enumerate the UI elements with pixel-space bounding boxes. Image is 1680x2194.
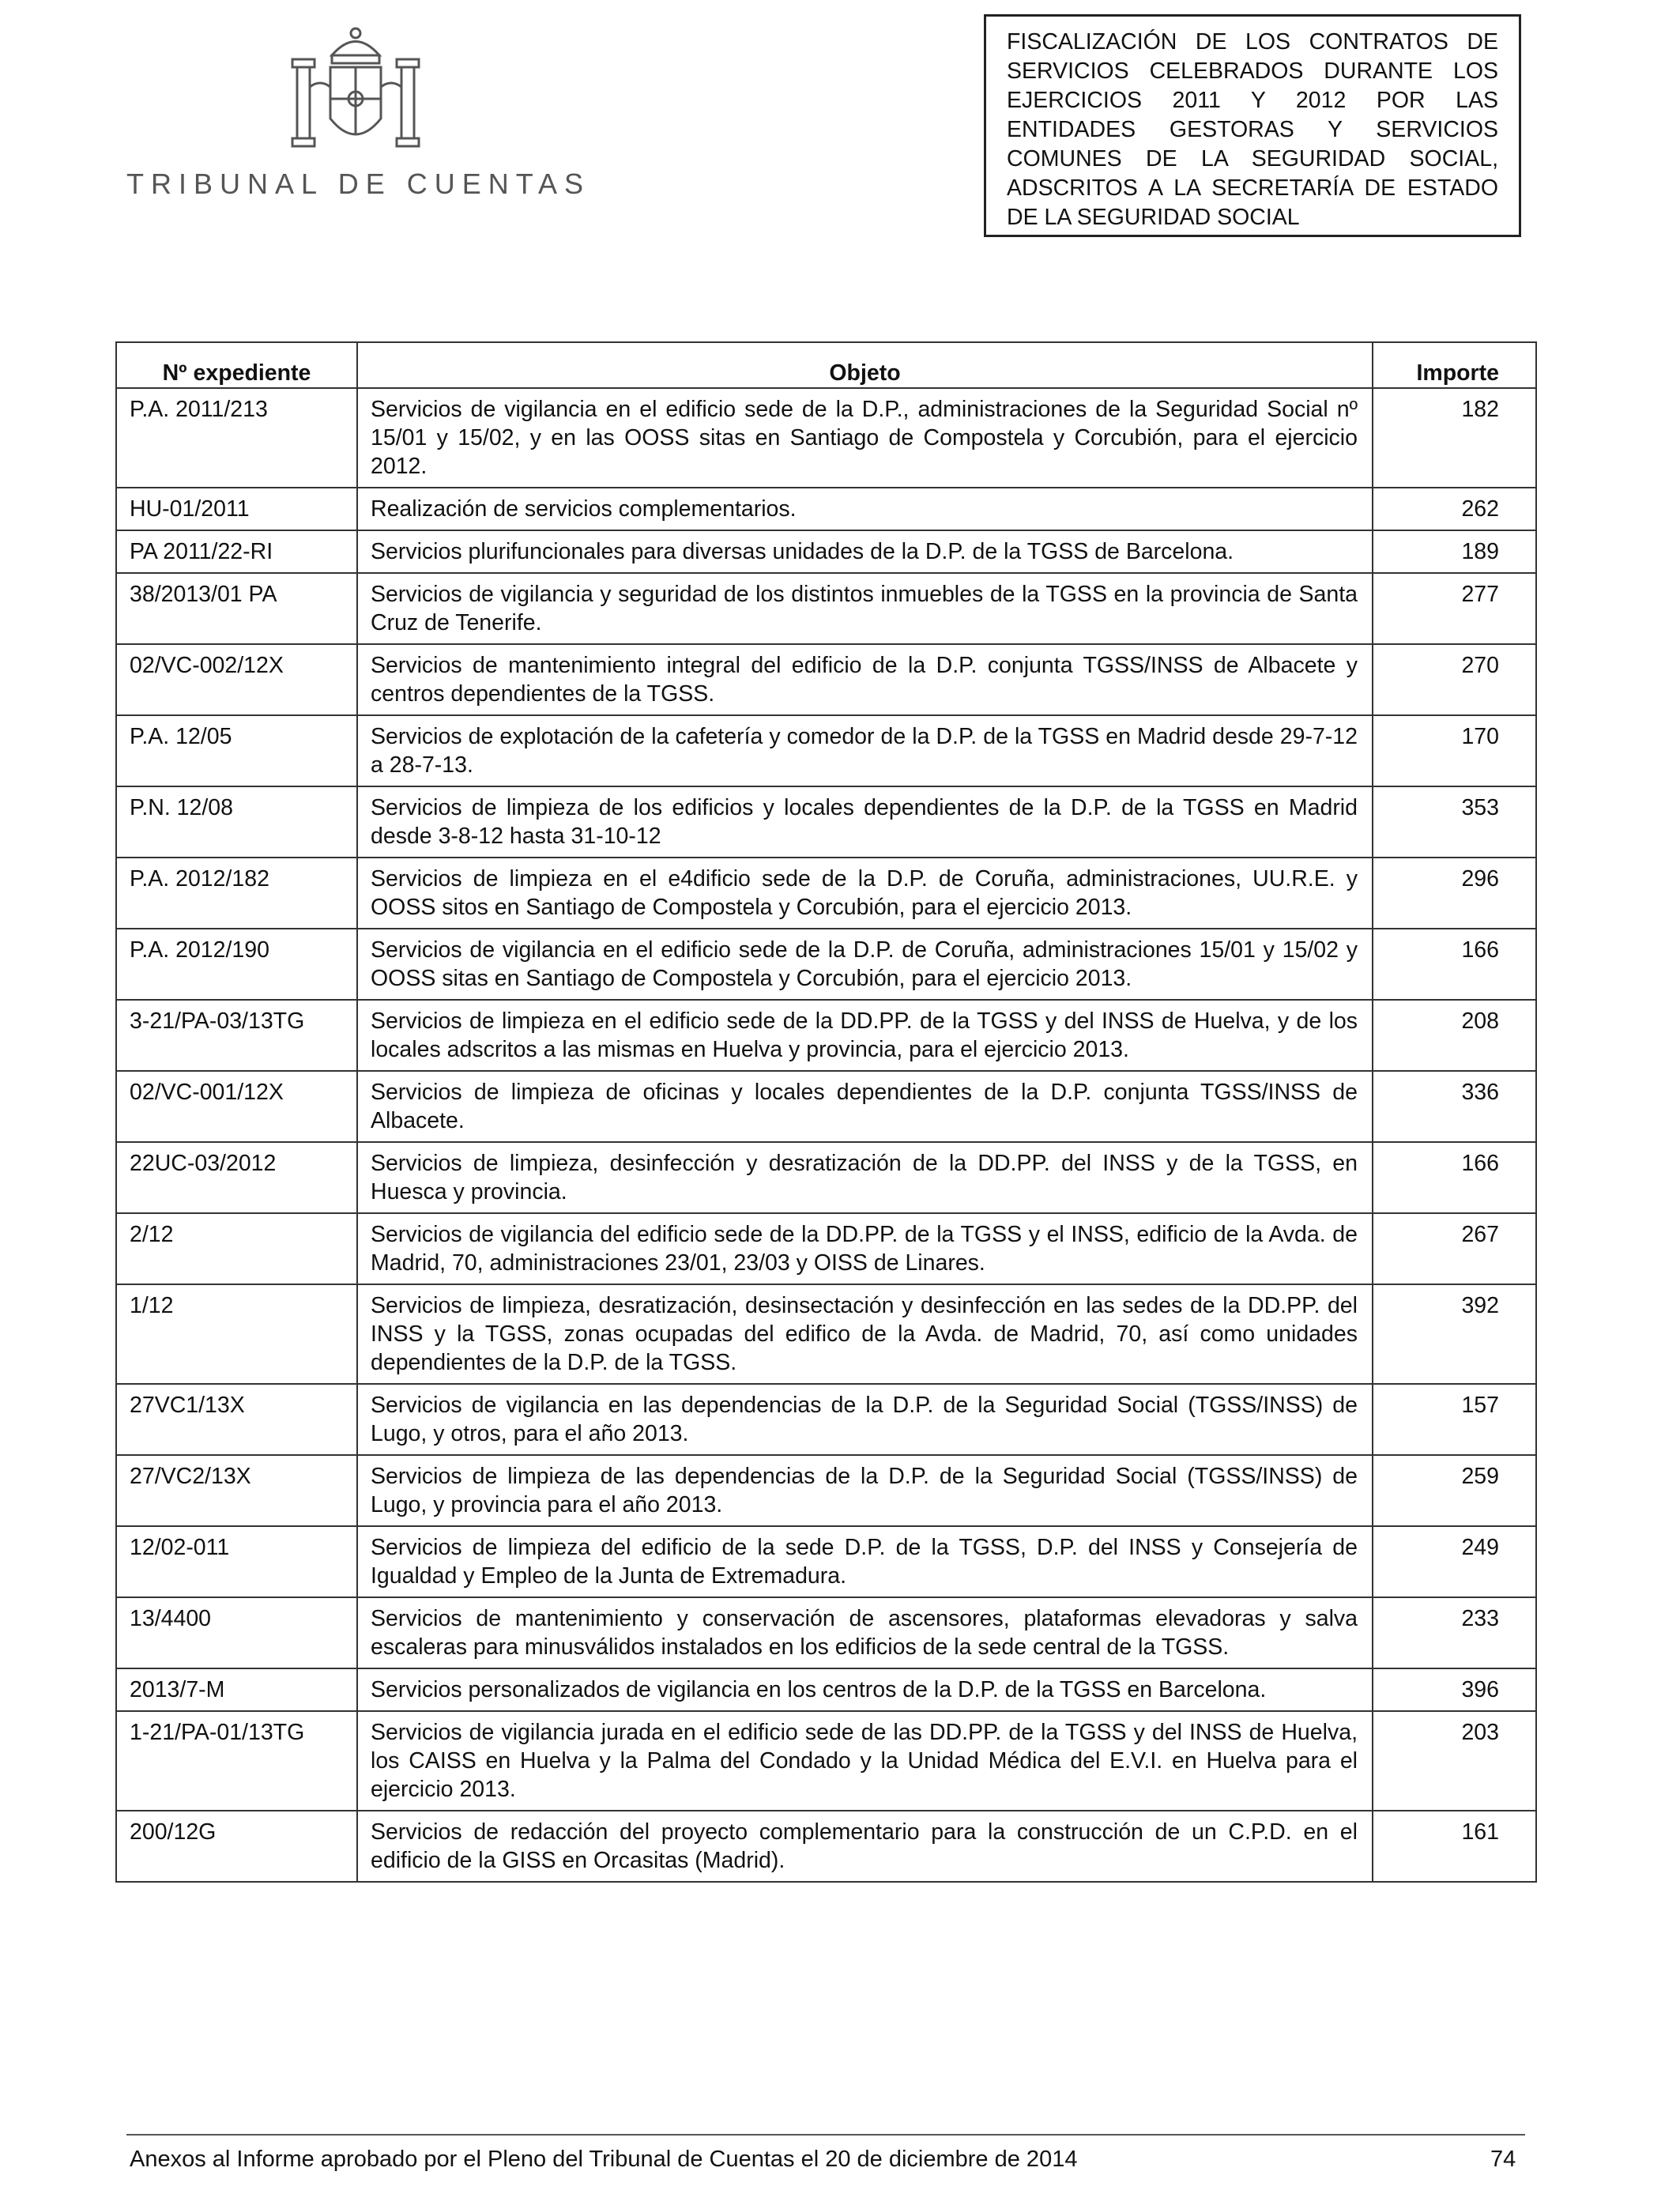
- cell-objeto: Servicios de vigilancia en el edificio sede de la D.P. de Coruña, administraciones 15/01 y 15/02 y OOSS sitas en Santiago de Compostela y Corcubión, para el ejercicio 2013.: [357, 929, 1373, 1000]
- cell-expediente: 12/02-011: [116, 1526, 357, 1597]
- report-title-box: FISCALIZACIÓN DE LOS CONTRATOS DE SERVICIOS CELEBRADOS DURANTE LOS EJERCICIOS 2011 Y 2012 POR LAS ENTIDADES GESTORAS Y SERVICIOS COMUNES DE LA SEGURIDAD SOCIAL, ADSCRITOS A LA SECRETARÍA DE ESTADO DE LA SEGURIDAD SOCIAL: [984, 14, 1521, 237]
- table-row: [116, 1384, 1536, 1455]
- cell-importe: 267: [1373, 1213, 1536, 1284]
- cell-importe: 353: [1373, 786, 1536, 858]
- cell-objeto: Servicios de vigilancia en el edificio sede de la D.P., administraciones de la Seguridad Social nº 15/01 y 15/02, y en las OOSS sitas en Santiago de Compostela y Corcubión, para el ejercicio 2012.: [357, 388, 1373, 488]
- cell-importe: 203: [1373, 1711, 1536, 1811]
- cell-importe: 262: [1373, 488, 1536, 530]
- cell-importe: 336: [1373, 1071, 1536, 1142]
- cell-importe: 161: [1373, 1811, 1536, 1882]
- cell-objeto: Servicios de limpieza, desratización, desinsectación y desinfección en las sedes de la DD.PP. del INSS y la TGSS, zonas ocupadas del edifico de la Avda. de Madrid, 70, así como unidades dependientes de la D.P. de la TGSS.: [357, 1284, 1373, 1384]
- cell-importe: 259: [1373, 1455, 1536, 1526]
- cell-importe: 157: [1373, 1384, 1536, 1455]
- cell-objeto: Servicios personalizados de vigilancia en los centros de la D.P. de la TGSS en Barcelona.: [357, 1668, 1373, 1711]
- cell-importe: 166: [1373, 1142, 1536, 1213]
- cell-expediente: P.N. 12/08: [116, 786, 357, 858]
- cell-objeto: Servicios de explotación de la cafetería y comedor de la D.P. de la TGSS en Madrid desde 29-7-12 a 28-7-13.: [357, 715, 1373, 786]
- table-row: [116, 1071, 1536, 1142]
- cell-importe: 270: [1373, 644, 1536, 715]
- cell-expediente: P.A. 12/05: [116, 715, 357, 786]
- cell-expediente: P.A. 2012/190: [116, 929, 357, 1000]
- cell-importe: 296: [1373, 858, 1536, 929]
- cell-objeto: Servicios de limpieza en el edificio sede de la DD.PP. de la TGSS y del INSS de Huelva, y de los locales adscritos a las mismas en Huelva y provincia, para el ejercicio 2013.: [357, 1000, 1373, 1071]
- table-row: [116, 1455, 1536, 1526]
- cell-objeto: Servicios de limpieza en el e4dificio sede de la D.P. de Coruña, administraciones, UU.R.E. y OOSS sitos en Santiago de Compostela y Corcubión, para el ejercicio 2013.: [357, 858, 1373, 929]
- table-row: [116, 644, 1536, 715]
- table-row: [116, 1526, 1536, 1597]
- table-row: [116, 1711, 1536, 1811]
- cell-objeto: Servicios de vigilancia del edificio sede de la DD.PP. de la TGSS y el INSS, edificio de la Avda. de Madrid, 70, administraciones 23/01, 23/03 y OISS de Linares.: [357, 1213, 1373, 1284]
- cell-expediente: 27/VC2/13X: [116, 1455, 357, 1526]
- table-row: [116, 786, 1536, 858]
- cell-objeto: Servicios de limpieza, desinfección y desratización de la DD.PP. del INSS y de la TGSS, en Huesca y provincia.: [357, 1142, 1373, 1213]
- cell-importe: 233: [1373, 1597, 1536, 1668]
- footer-divider: [126, 2134, 1525, 2136]
- cell-objeto: Servicios plurifuncionales para diversas unidades de la D.P. de la TGSS de Barcelona.: [357, 530, 1373, 573]
- cell-objeto: Servicios de limpieza de las dependencias de la D.P. de la Seguridad Social (TGSS/INSS) de Lugo, y provincia para el año 2013.: [357, 1455, 1373, 1526]
- institution-name: TRIBUNAL DE CUENTAS: [126, 168, 591, 200]
- cell-importe: 166: [1373, 929, 1536, 1000]
- coat-of-arms-icon: [284, 24, 427, 158]
- cell-objeto: Servicios de vigilancia y seguridad de los distintos inmuebles de la TGSS en la provincia de Santa Cruz de Tenerife.: [357, 573, 1373, 644]
- cell-expediente: P.A. 2012/182: [116, 858, 357, 929]
- table-row: [116, 1000, 1536, 1071]
- cell-objeto: Servicios de limpieza de oficinas y locales dependientes de la D.P. conjunta TGSS/INSS de Albacete.: [357, 1071, 1373, 1142]
- cell-objeto: Servicios de redacción del proyecto complementario para la construcción de un C.P.D. en el edificio de la GISS en Orcasitas (Madrid).: [357, 1811, 1373, 1882]
- table-row: [116, 929, 1536, 1000]
- cell-expediente: 2/12: [116, 1213, 357, 1284]
- cell-importe: 392: [1373, 1284, 1536, 1384]
- cell-objeto: Servicios de mantenimiento y conservación de ascensores, plataformas elevadoras y salva escaleras para minusválidos instalados en los edificios de la sede central de la TGSS.: [357, 1597, 1373, 1668]
- cell-importe: 396: [1373, 1668, 1536, 1711]
- table-row: [116, 488, 1536, 530]
- cell-importe: 170: [1373, 715, 1536, 786]
- cell-importe: 249: [1373, 1526, 1536, 1597]
- cell-objeto: Realización de servicios complementarios.: [357, 488, 1373, 530]
- table-row: [116, 530, 1536, 573]
- cell-expediente: 200/12G: [116, 1811, 357, 1882]
- cell-importe: 277: [1373, 573, 1536, 644]
- cell-expediente: PA 2011/22-RI: [116, 530, 357, 573]
- cell-objeto: Servicios de limpieza de los edificios y locales dependientes de la D.P. de la TGSS en Madrid desde 3-8-12 hasta 31-10-12: [357, 786, 1373, 858]
- footer-text: Anexos al Informe aprobado por el Pleno del Tribunal de Cuentas el 20 de diciembre de 2014: [130, 2147, 1078, 2172]
- header-expediente: Nº expediente: [116, 342, 357, 388]
- cell-objeto: Servicios de vigilancia jurada en el edificio sede de las DD.PP. de la TGSS y del INSS de Huelva, los CAISS en Huelva y la Palma del Condado y la Unidad Médica del E.V.I. en Huelva para el ejercicio 2013.: [357, 1711, 1373, 1811]
- cell-expediente: 27VC1/13X: [116, 1384, 357, 1455]
- cell-objeto: Servicios de mantenimiento integral del edificio de la D.P. conjunta TGSS/INSS de Albacete y centros dependientes de la TGSS.: [357, 644, 1373, 715]
- cell-expediente: 1-21/PA-01/13TG: [116, 1711, 357, 1811]
- table-row: [116, 573, 1536, 644]
- header-objeto: Objeto: [357, 342, 1373, 388]
- contracts-table: [115, 341, 1535, 1883]
- table-row: [116, 715, 1536, 786]
- table-row: [116, 1142, 1536, 1213]
- cell-expediente: 2013/7-M: [116, 1668, 357, 1711]
- table-header-row: [116, 342, 1536, 388]
- table-row: [116, 858, 1536, 929]
- cell-expediente: HU-01/2011: [116, 488, 357, 530]
- table-row: [116, 1597, 1536, 1668]
- cell-expediente: 38/2013/01 PA: [116, 573, 357, 644]
- cell-expediente: 22UC-03/2012: [116, 1142, 357, 1213]
- cell-expediente: 3-21/PA-03/13TG: [116, 1000, 357, 1071]
- cell-expediente: 13/4400: [116, 1597, 357, 1668]
- table-row: [116, 1284, 1536, 1384]
- table-row: [116, 1811, 1536, 1882]
- cell-expediente: P.A. 2011/213: [116, 388, 357, 488]
- cell-importe: 208: [1373, 1000, 1536, 1071]
- cell-importe: 189: [1373, 530, 1536, 573]
- table-row: [116, 388, 1536, 488]
- cell-expediente: 02/VC-002/12X: [116, 644, 357, 715]
- header-importe: Importe: [1373, 342, 1536, 388]
- tribunal-logo: [126, 24, 591, 213]
- page-number: 74: [1490, 2147, 1516, 2172]
- cell-expediente: 02/VC-001/12X: [116, 1071, 357, 1142]
- cell-objeto: Servicios de limpieza del edificio de la sede D.P. de la TGSS, D.P. del INSS y Consejería de Igualdad y Empleo de la Junta de Extremadura.: [357, 1526, 1373, 1597]
- table-row: [116, 1213, 1536, 1284]
- cell-expediente: 1/12: [116, 1284, 357, 1384]
- cell-objeto: Servicios de vigilancia en las dependencias de la D.P. de la Seguridad Social (TGSS/INSS) de Lugo, y otros, para el año 2013.: [357, 1384, 1373, 1455]
- table-row: [116, 1668, 1536, 1711]
- cell-importe: 182: [1373, 388, 1536, 488]
